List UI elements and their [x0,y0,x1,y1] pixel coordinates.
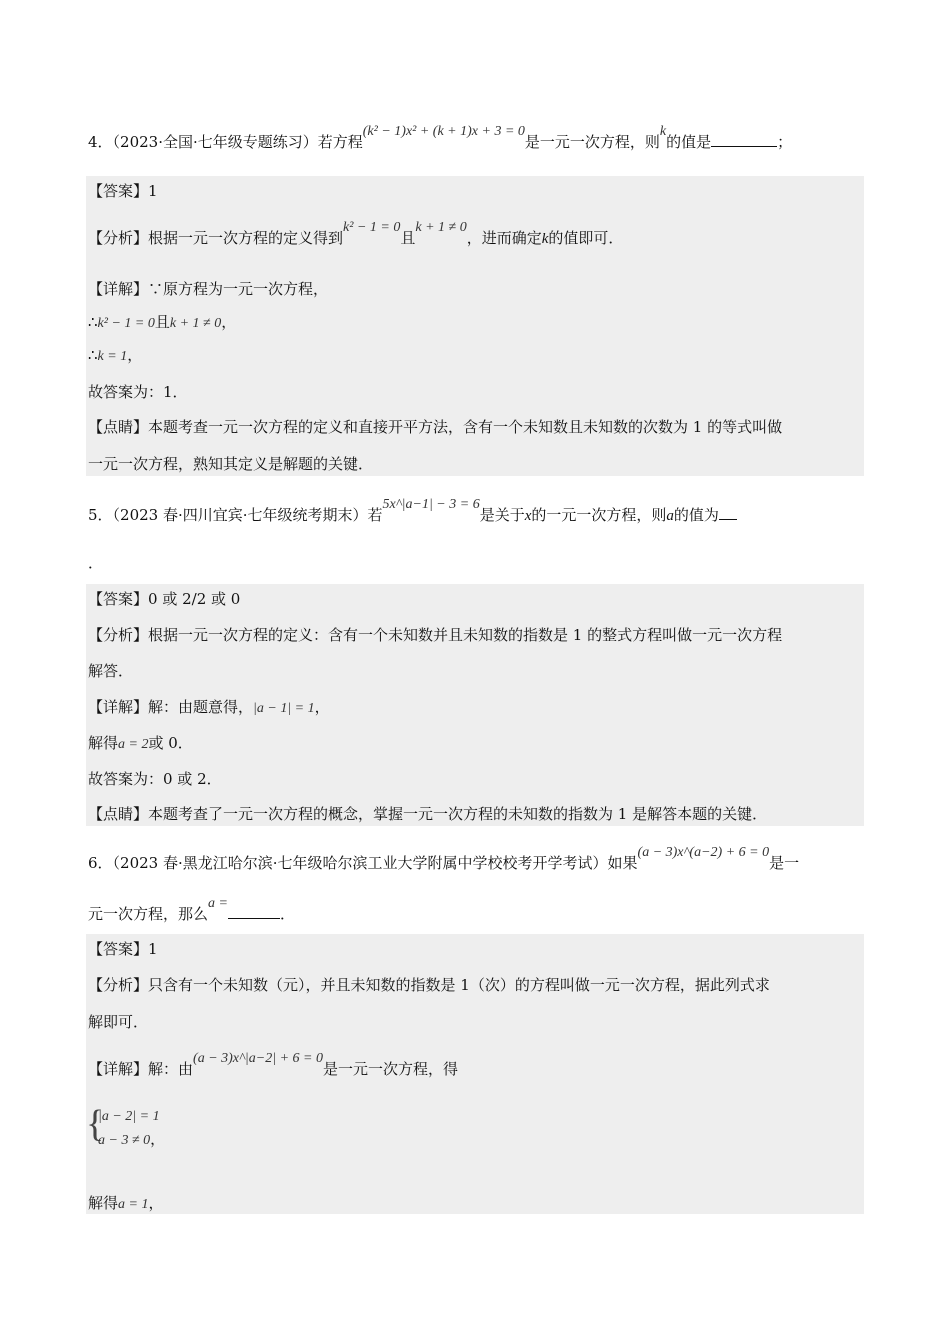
q6-system-1 [98,1104,160,1128]
q5-conclusion: 故答案为：0 或 2． [88,770,222,788]
q4-text-after: 是一元一次方程，则 [524,133,660,151]
q4-analysis [88,220,624,251]
q4-comment-2: 一元一次方程，熟知其定义是解题的关键． [88,455,374,473]
q6-detail-3 [88,1192,163,1216]
q6-analysis-2: 解即可． [88,1013,149,1031]
q6-answer-value: 1 [148,940,158,958]
q4-detail-eq1: k² − 1 = 0 [97,316,155,331]
q6-line2-text: 元一次方程，那么 [88,905,209,923]
q6-question-line2 [88,896,295,927]
q5-text-after: 是关于 [479,506,525,524]
q4-analysis-text-3: ，进而确定 [466,229,542,247]
q6-analysis-text-1: 只含有一个未知数（元），并且未知数的指数是 1（次）的方程叫做一元一次方程，据此列式求 [148,976,770,994]
q4-analysis-eq1: k² − 1 = 0 [343,220,401,235]
q4-analysis-text-1: 根据一元一次方程的定义得到 [148,229,344,247]
q6-answer-blank[interactable] [228,903,280,919]
q5-comment-text-1: 本题考查了一元一次方程的概念，掌握一元一次方程的未知数的指数为 1 是解答本题的关键． [148,805,768,823]
q6-analysis-label: 【分析】 [88,976,149,994]
q6-system-2 [98,1128,165,1152]
q6-detail-text-2: 是一元一次方程，得 [322,1060,458,1078]
q4-detail-eq3: k = 1 [97,349,128,364]
q5-answer-blank[interactable] [719,504,737,520]
q4-detail-label: 【详解】 [88,280,149,298]
q5-answer-value: 0 或 2/2 或 0 [148,590,241,608]
q4-number: 4． [88,133,113,151]
q6-number: 6． [88,854,113,872]
q4-comment-1 [88,416,782,438]
q5-comment [88,803,767,825]
q4-question [88,124,793,155]
q5-detail-comma: ， [314,698,330,716]
q4-detail-1 [88,278,328,300]
q6-analysis-1 [88,974,770,996]
q5-source: （2023 春·四川宜宾·七年级统考期末）若 [112,506,383,524]
q6-detail-eq: (a − 3)x^|a−2| + 6 = 0 [193,1051,323,1066]
q6-detail-comma: ， [148,1194,164,1212]
q5-var-x: x [524,508,532,524]
q5-text-tail: 的值为 [673,506,719,524]
q4-detail-comma: ， [221,313,237,331]
q5-analysis-label: 【分析】 [88,626,149,644]
q4-source: （2023·全国·七年级专题练习）若方程 [112,133,363,151]
q5-detail-label: 【详解】 [88,698,149,716]
therefore-symbol: ∴ [88,313,98,331]
q5-detail-2 [88,732,193,756]
q6-detail-text-3: 解得 [88,1194,119,1212]
q5-answer [88,588,240,610]
q4-analysis-text-4: 的值即可． [548,229,624,247]
q5-dot: ． [88,554,104,572]
q5-analysis-2: 解答． [88,662,134,680]
q4-comment-text-1: 本题考查一元一次方程的定义和直接开平方法，含有一个未知数且未知数的次数为 1 的等式叫做 [148,418,783,436]
q4-detail-eq2: k + 1 ≠ 0 [169,316,222,331]
q4-detail-and: 且 [154,313,170,331]
q4-answer-label: 【答案】 [88,182,149,200]
q6-answer-label: 【答案】 [88,940,149,958]
q5-answer-label: 【答案】 [88,590,149,608]
q5-var-a: a [666,508,674,524]
q4-var: k [659,124,667,139]
q5-detail-1 [88,696,330,720]
q4-analysis-text-2: 且 [400,229,416,247]
q4-conclusion: 故答案为：1． [88,383,188,401]
q5-detail-text-1: 解：由题意得， [148,698,254,716]
q6-system-eq2: a − 3 ≠ 0 [98,1133,151,1148]
q4-equation: (k² − 1)x² + (k + 1)x + 3 = 0 [362,124,525,139]
q6-detail-1 [88,1051,458,1082]
q6-text-after: 是一 [769,854,800,872]
q4-answer-blank[interactable] [711,131,777,147]
q4-detail-text-1: ∵原方程为一元一次方程， [148,280,329,298]
q6-question [88,845,800,876]
q4-answer [88,180,158,202]
q6-line2-eq: a = [208,896,228,911]
q4-detail-2 [88,311,236,335]
q4-end: ； [777,133,793,151]
q6-detail-eq3: a = 1 [118,1197,149,1212]
q6-system-eq1: |a − 2| = 1 [98,1109,160,1124]
q5-question [88,497,737,528]
q6-line2-end: ． [279,905,295,923]
q6-detail-text-1: 解：由 [148,1060,194,1078]
q5-text-mid: 的一元一次方程，则 [531,506,667,524]
q4-analysis-var: k [541,231,549,247]
q5-detail-text-2: 解得 [88,734,119,752]
q6-answer [88,938,158,960]
q6-equation: (a − 3)x^(a−2) + 6 = 0 [637,845,770,860]
q5-equation: 5x^|a−1| − 3 = 6 [382,497,480,512]
q4-comment-label: 【点睛】 [88,418,149,436]
q5-analysis-text-1: 根据一元一次方程的定义：含有一个未知数并且未知数的指数是 1 的整式方程叫做一元一次方程 [148,626,783,644]
q4-answer-value: 1 [148,182,158,200]
q4-analysis-eq2: k + 1 ≠ 0 [415,220,467,235]
q6-system-comma: ， [150,1130,166,1148]
q4-detail-3 [88,344,142,368]
q5-detail-eq2: a = 2 [118,737,149,752]
q5-analysis-1 [88,624,782,646]
q4-detail-comma2: ， [127,346,143,364]
q5-detail-eq1: |a − 1| = 1 [253,701,315,716]
q6-source: （2023 春·黑龙江哈尔滨·七年级哈尔滨工业大学附属中学校校考开学考试）如果 [112,854,638,872]
q4-analysis-label: 【分析】 [88,229,149,247]
q5-number: 5． [88,506,113,524]
therefore-symbol: ∴ [88,346,98,364]
q5-detail-text-3: 或 0． [148,734,193,752]
q4-text-tail: 的值是 [666,133,712,151]
q5-comment-label: 【点睛】 [88,805,149,823]
left-brace-icon: { [86,1103,105,1145]
q6-detail-label: 【详解】 [88,1060,149,1078]
